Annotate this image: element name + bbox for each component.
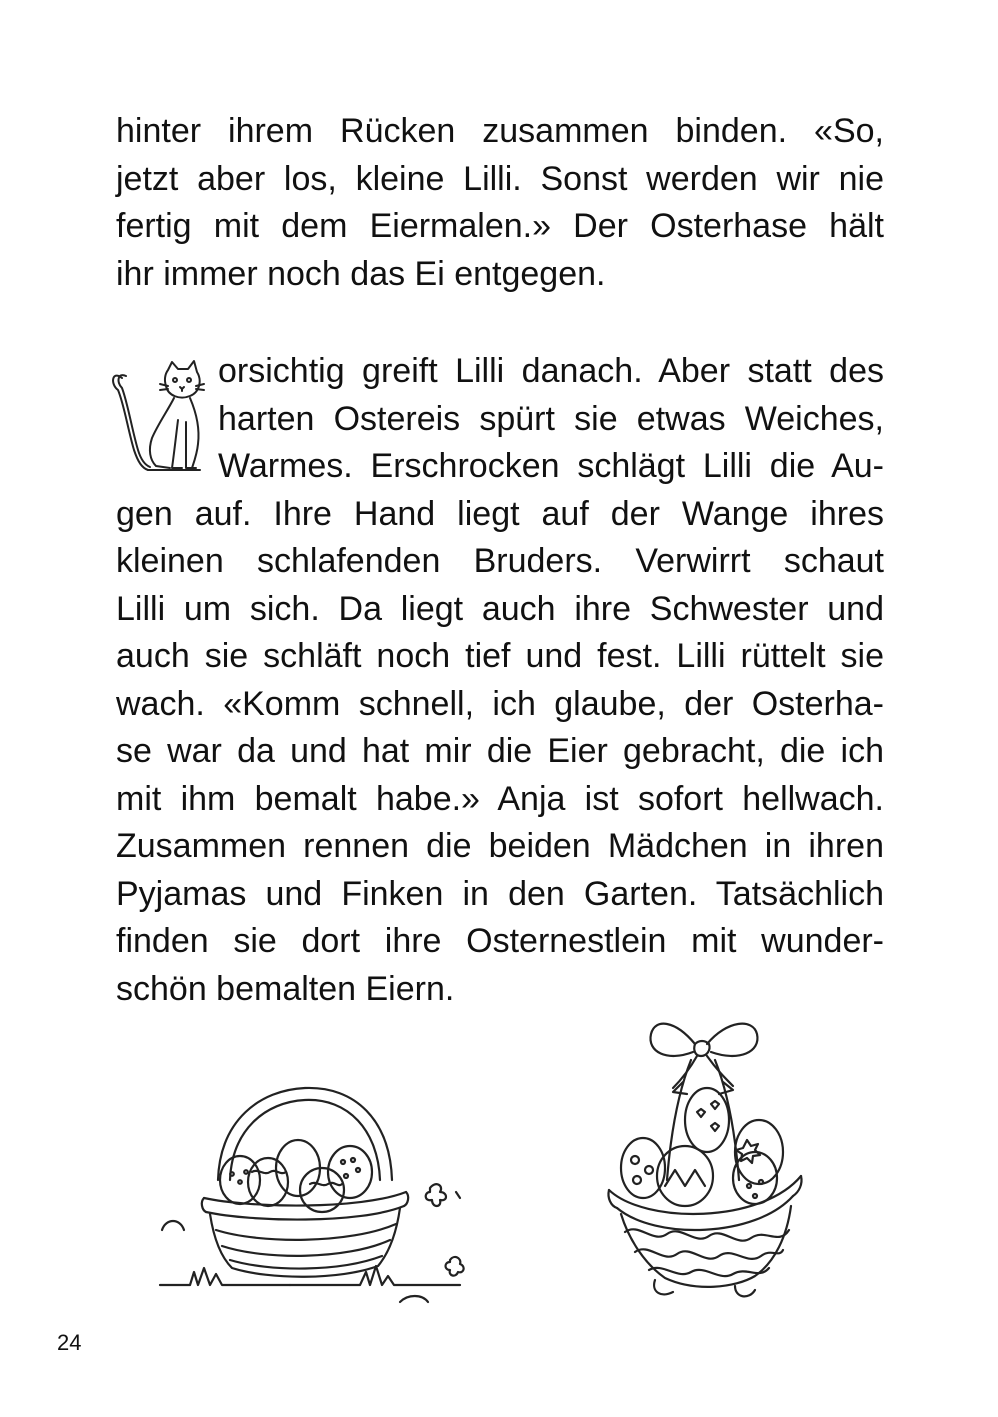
- text-line: mit ihm bemalt habe.» Anja ist sofort hellwach.: [116, 779, 884, 818]
- text-line: jetzt aber los, kleine Lilli. Sonst werden wir nie: [116, 159, 884, 198]
- text-line: se war da und hat mir die Eier gebracht, die ich: [116, 732, 884, 770]
- paragraph-2: [116, 348, 884, 1013]
- easter-basket-grass-icon: [160, 1080, 470, 1305]
- text-line: Pyjamas und Finken in den Garten. Tatsächlich: [116, 874, 884, 913]
- text-line: Lilli um sich. Da liegt auch ihre Schwester und: [116, 589, 884, 628]
- easter-basket-bow-icon: [595, 1000, 810, 1305]
- text-line: Warmes. Erschrocken schlägt Lilli die Au-: [218, 447, 884, 485]
- text-line: orsichtig greift Lilli danach. Aber statt des: [218, 352, 884, 390]
- text-line: harten Ostereis spürt sie etwas Weiches,: [218, 399, 884, 438]
- paragraph-1: [116, 108, 884, 298]
- text-line: finden sie dort ihre Osternestlein mit wunder-: [116, 922, 884, 960]
- text-line: gen auf. Ihre Hand liegt auf der Wange ihres: [116, 494, 884, 533]
- page-number: 24: [57, 1330, 82, 1355]
- text-line: Zusammen rennen die beiden Mädchen in ihren: [116, 827, 884, 865]
- text-line: auch sie schläft noch tief und fest. Lilli rüttelt sie: [116, 637, 884, 675]
- text-line: fertig mit dem Eiermalen.» Der Osterhase hält: [116, 207, 884, 245]
- text-line: ihr immer noch das Ei entgegen.: [116, 254, 606, 293]
- text-line: schön bemalten Eiern.: [116, 969, 455, 1008]
- text-line: wach. «Komm schnell, ich glaube, der Osterha-: [116, 684, 884, 723]
- text-line: hinter ihrem Rücken zusammen binden. «So,: [116, 112, 884, 150]
- text-line: kleinen schlafenden Bruders. Verwirrt schaut: [116, 542, 884, 580]
